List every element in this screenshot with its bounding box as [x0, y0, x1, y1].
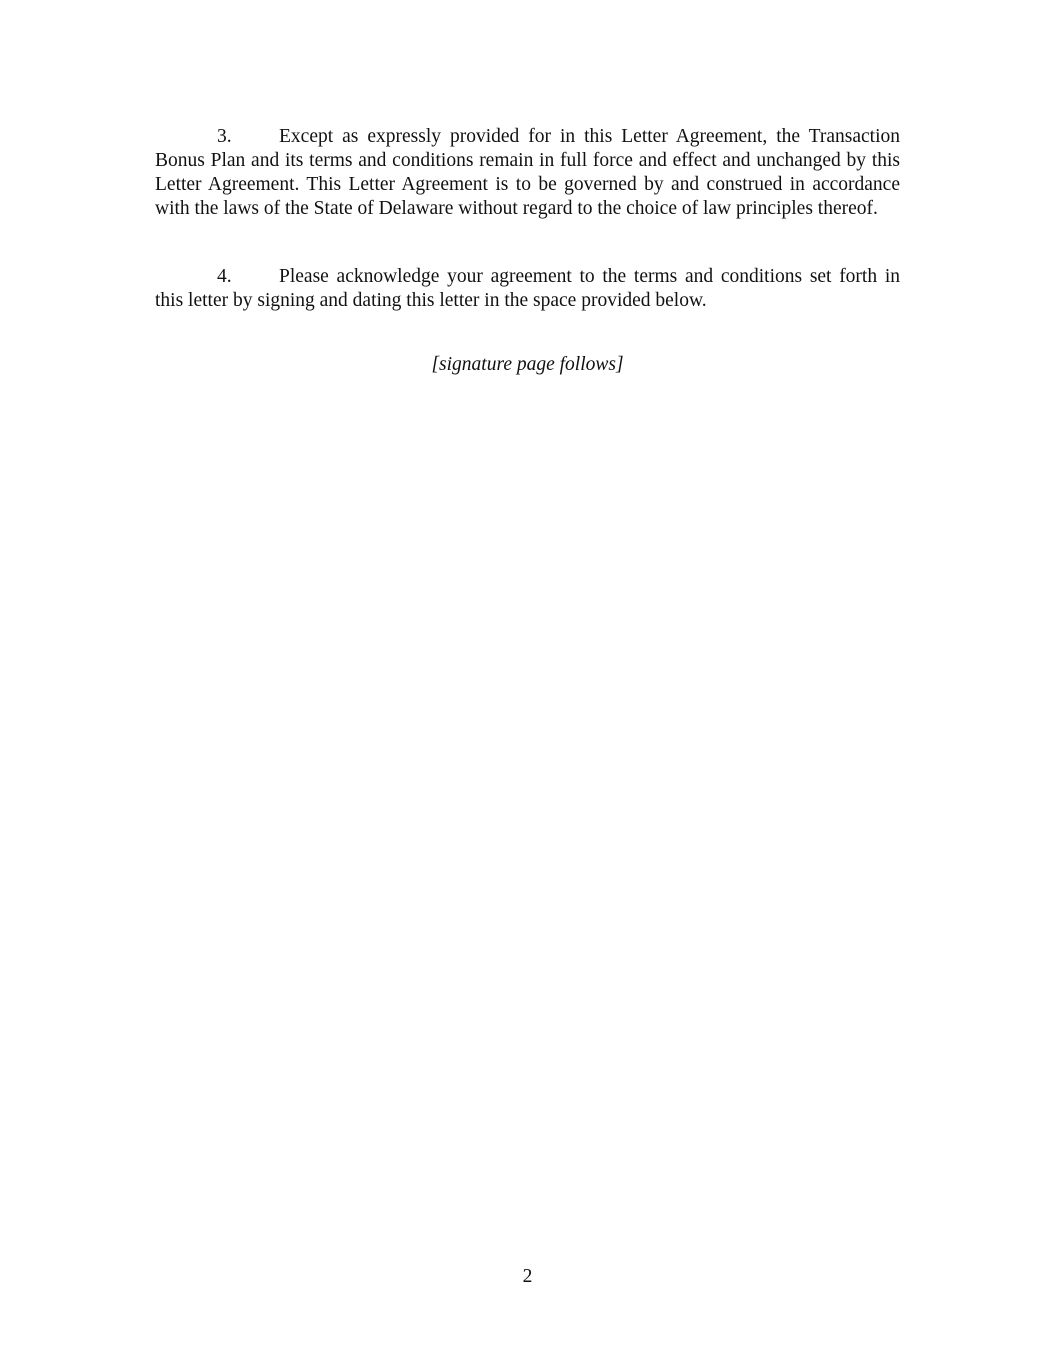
- paragraph-4: [155, 265, 900, 313]
- paragraph-3: [155, 125, 900, 221]
- page-number: 2: [522, 1266, 533, 1287]
- signature-page-note: [signature page follows]: [431, 354, 624, 375]
- paragraph-text: Except as expressly provided for in this Letter Agreement, the Transaction Bonus Plan and its terms and conditions remain in full force and effect and unchanged by this Letter Agreement. This Letter Agreement is to be governed by and construed in accordance with the laws of the State of Delaware without regard to the choice of law principles thereof.: [155, 126, 900, 219]
- paragraph-number: 4.: [217, 266, 232, 287]
- paragraph-number: 3.: [217, 126, 232, 147]
- paragraph-text: Please acknowledge your agreement to the terms and conditions set forth in this letter by signing and dating this letter in the space provided below.: [155, 266, 900, 311]
